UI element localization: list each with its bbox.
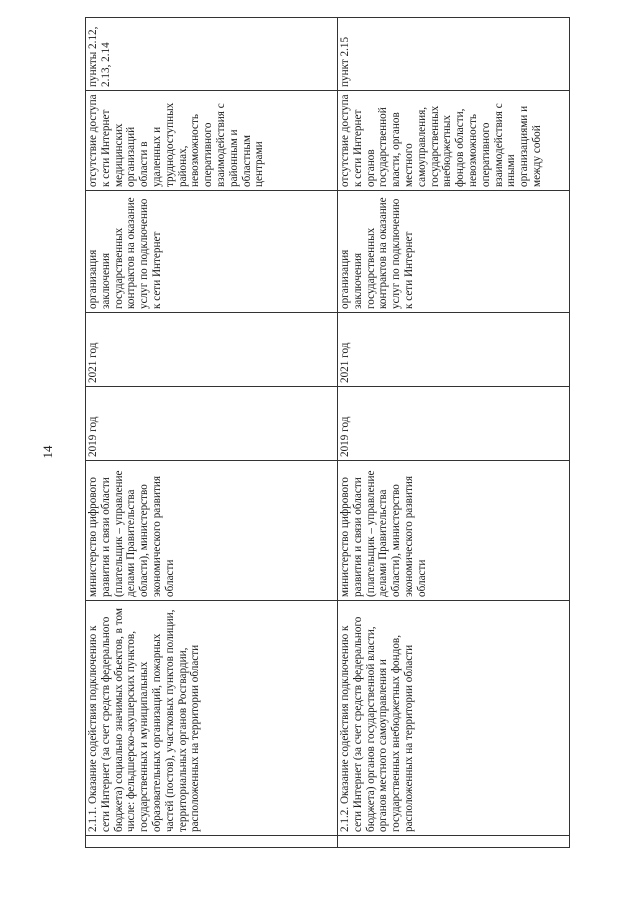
result-cell: организация заключения государственных контрактов на оказание услуг по подключению к сети Интернет [86,191,338,313]
end-year-cell: 2021 год [338,313,570,387]
table-margin-cell [338,836,570,848]
activity-cell: 2.1.2. Оказание содействия подключению к сети Интернет (за счет средств федерального бюджета) органов государственной власти, органов местного самоуправления и государственных внебюджетных фондов, расположенных на территории области [338,601,570,836]
activity-cell: 2.1.1. Оказание содействия подключению к сети Интернет (за счет средств федерального бюджета) социально значимых объектов, в том числе: фельдшерско-акушерских пунктов, государственных и муниципальных образовательных организаций, пожарных частей (постов), участковых пунктов полиции, территориальных органов Росгвардии, расположенных на территории области [86,601,338,836]
start-year-cell: 2019 год [338,387,570,461]
start-year-cell: 2019 год [86,387,338,461]
problem-cell: отсутствие доступа к сети Интернет медицинских организаций области в удаленных и труднодоступных районах, невозможность оперативного взаимодействия с районным и областным центрами [86,91,338,191]
measures-table [85,17,570,848]
rotated-table-wrapper [85,26,569,848]
problem-cell: отсутствие доступа к сети Интернет органов государственной власти, органов местного самоуправления, государственных внебюджетных фондов области, невозможность оперативного взаимодействия с иными организациями и между собой [338,91,570,191]
table-row [338,18,570,848]
table-row [86,18,338,848]
result-cell: организация заключения государственных контрактов на оказание услуг по подключению к сети Интернет [338,191,570,313]
link-cell: пункт 2.15 [338,18,570,91]
page-number: 14 [40,445,55,459]
end-year-cell: 2021 год [86,313,338,387]
link-cell: пункты 2.12, 2.13, 2.14 [86,18,338,91]
executor-cell: министерство цифрового развития и связи области (плательщик – управление делами Правительства области), министерство экономического развития области [338,461,570,601]
table-margin-cell [86,836,338,848]
executor-cell: министерство цифрового развития и связи области (плательщик – управление делами Правительства области), министерство экономического развития области [86,461,338,601]
